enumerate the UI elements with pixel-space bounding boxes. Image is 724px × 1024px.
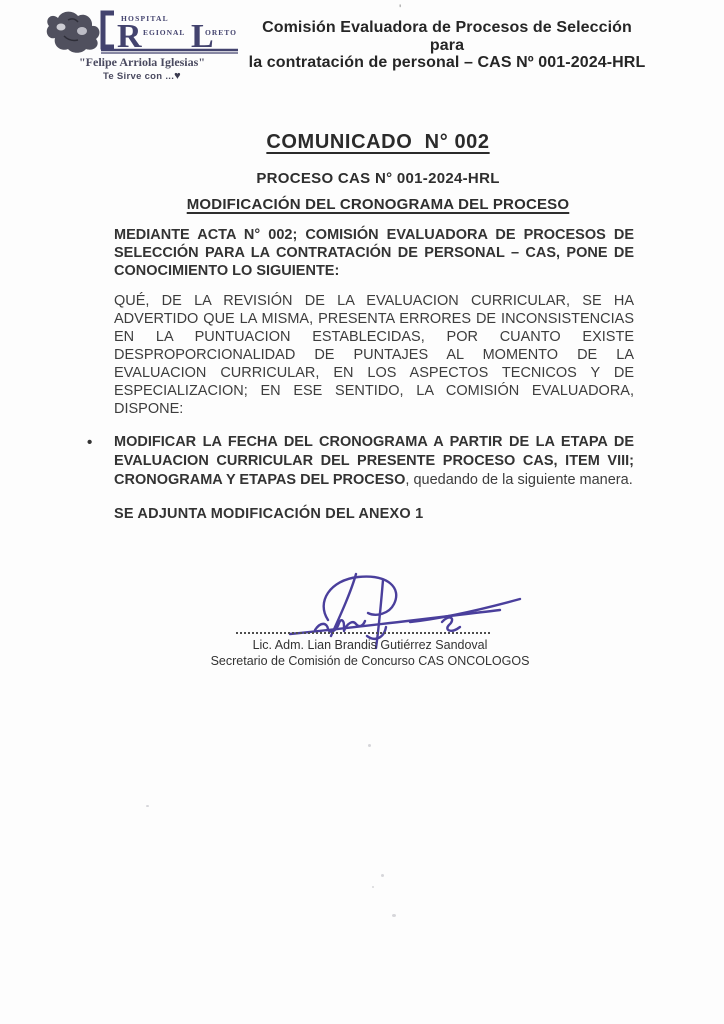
letterhead-title-line2: la contratación de personal – CAS Nº 001-2024-HRL bbox=[248, 54, 646, 71]
hospital-name-quote: "Felipe Arriola Iglesias" bbox=[79, 55, 205, 69]
signer-role: Secretario de Comisión de Concurso CAS ONCOLOGOS bbox=[210, 654, 530, 668]
text-line: QUÉ, DE LA REVISIÓN DE LA EVALUACION CURRICULAR, SE HA bbox=[114, 293, 634, 309]
letterhead-title-line1: Comisión Evaluadora de Procesos de Selección para bbox=[262, 19, 632, 54]
hospital-logo bbox=[44, 8, 240, 54]
text-line: EVALUACION CURRICULAR DEL PRESENTE PROCESO CAS, ITEM VIII; bbox=[114, 453, 634, 469]
paragraph-acta bbox=[114, 226, 634, 280]
text-line: MODIFICAR LA FECHA DEL CRONOGRAMA A PARTIR DE LA ETAPA DE bbox=[114, 434, 634, 450]
signer-name: Lic. Adm. Lian Brandis Gutiérrez Sandoval bbox=[252, 638, 488, 652]
text-line: MEDIANTE ACTA N° 002; COMISIÓN EVALUADORA DE PROCESOS DE bbox=[114, 227, 634, 243]
logo-word-regional: EGIONAL bbox=[143, 28, 186, 37]
loreto-map-icon bbox=[47, 12, 100, 53]
paragraph-revision bbox=[114, 292, 634, 418]
signature-dotted-line bbox=[236, 624, 490, 634]
logo-letter-r: R bbox=[117, 18, 142, 54]
logo-word-hospital: HOSPITAL bbox=[121, 14, 169, 23]
text-line: DESPROPORCIONALIDAD DE PUNTAJES AL MOMENTO DE LA bbox=[114, 347, 634, 363]
bullet-marker-icon: • bbox=[87, 434, 93, 451]
process-subtitle: PROCESO CAS N° 001-2024-HRL bbox=[256, 170, 500, 187]
text-line: ADVERTIDO QUE LA MISMA, PRESENTA ERRORES DE INCONSISTENCIAS bbox=[114, 311, 634, 327]
scan-speck bbox=[372, 886, 374, 888]
bullet-bold-lines bbox=[114, 433, 634, 471]
heart-icon: ♥ bbox=[174, 70, 181, 82]
text-line: EN LA PUNTUACION ESTABLECIDAS, POR CUANTO EXISTE bbox=[114, 329, 634, 345]
scan-artifact-mark: ' bbox=[399, 2, 402, 16]
scan-speck bbox=[146, 805, 149, 807]
bullet-last-line-bold: CRONOGRAMA Y ETAPAS DEL PROCESO bbox=[114, 472, 406, 488]
scan-speck bbox=[368, 744, 371, 747]
text-line: DISPONE: bbox=[114, 401, 184, 417]
bullet-last-line-regular: , quedando de la siguiente manera. bbox=[405, 472, 633, 488]
attachment-note: SE ADJUNTA MODIFICACIÓN DEL ANEXO 1 bbox=[114, 506, 424, 522]
text-line: EVALUACION CURRICULAR, EN LOS ASPECTOS TECNICOS Y DE bbox=[114, 365, 634, 381]
scan-speck bbox=[392, 914, 396, 917]
text-line: ESPECIALIZACION; EN ESE SENTIDO, LA COMISIÓN EVALUADORA, bbox=[114, 383, 634, 399]
text-line: CONOCIMIENTO LO SIGUIENTE: bbox=[114, 263, 340, 279]
bracket-glyph bbox=[103, 13, 114, 47]
hospital-slogan bbox=[44, 70, 240, 82]
modification-subtitle: MODIFICACIÓN DEL CRONOGRAMA DEL PROCESO bbox=[186, 196, 570, 213]
scan-speck bbox=[381, 874, 384, 877]
text-line: SELECCIÓN PARA LA CONTRATACIÓN DE PERSONAL – CAS, PONE DE bbox=[114, 245, 634, 261]
bullet-text bbox=[114, 433, 634, 490]
slogan-text: Te Sirve con ... bbox=[103, 71, 175, 82]
letterhead-title bbox=[248, 19, 646, 72]
bullet-last-line bbox=[114, 471, 634, 490]
logo-word-loreto: ORETO bbox=[205, 28, 237, 37]
hospital-wordmark bbox=[101, 13, 238, 54]
logo-letter-l: L bbox=[191, 18, 214, 54]
page-title: COMUNICADO N° 002 bbox=[266, 131, 490, 153]
